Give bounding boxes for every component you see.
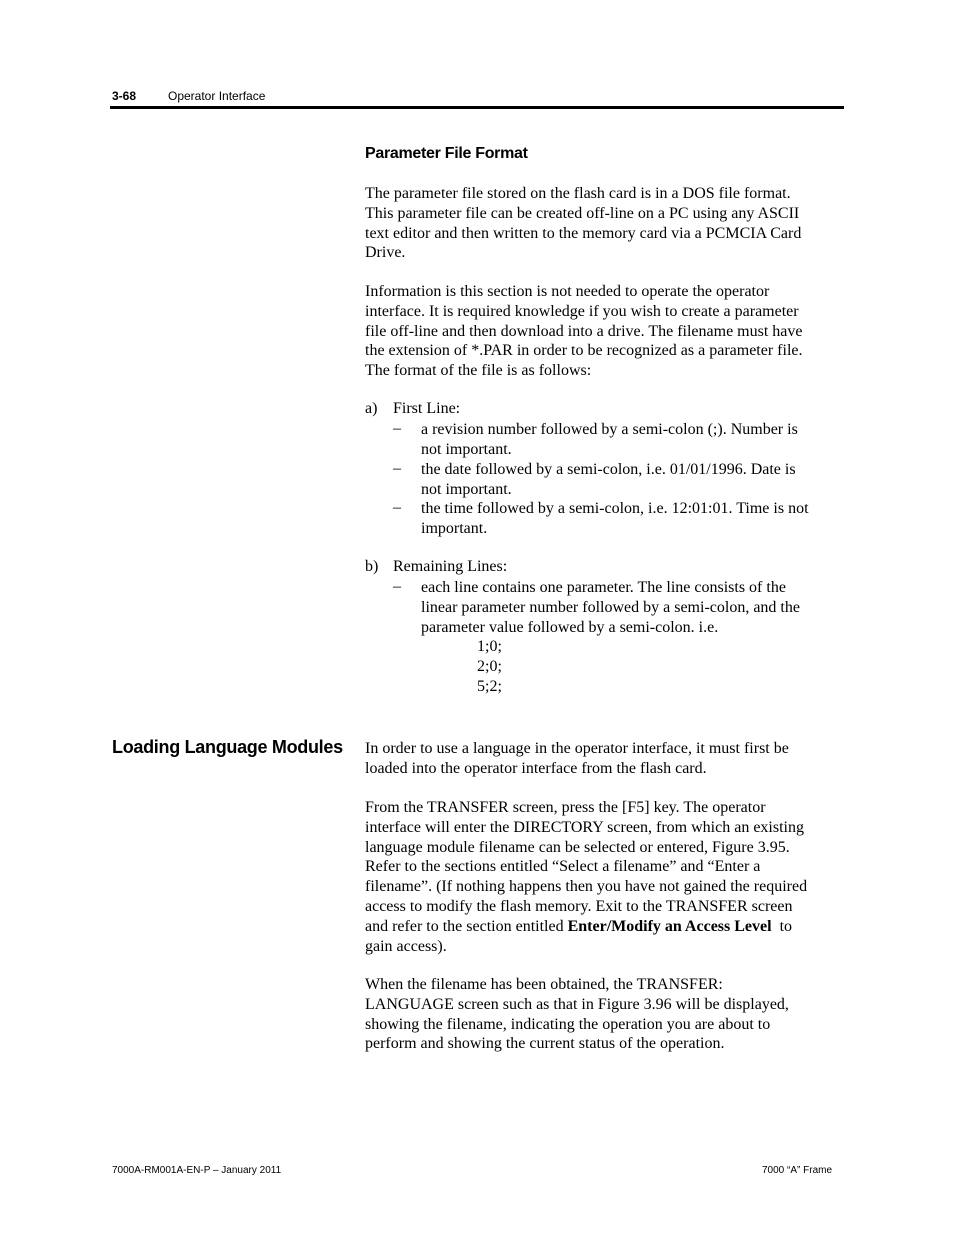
language-paragraph-3 — [365, 975, 850, 1054]
text-line: When the filename has been obtained, the TRANSFER: — [365, 976, 723, 993]
example-line: 5;2; — [477, 677, 502, 695]
text-line: file off-line and then download into a drive. The filename must have — [365, 322, 803, 340]
parameter-file-format-heading: Parameter File Format — [365, 145, 528, 162]
footer-product-name: 7000 “A” Frame — [762, 1165, 833, 1176]
list-item-revision — [421, 420, 798, 460]
text-line: The parameter file stored on the flash card is in a DOS file format. — [365, 185, 791, 202]
dash-bullet: – — [393, 499, 401, 516]
parameter-file-paragraph-2 — [365, 282, 850, 381]
language-paragraph-2 — [365, 798, 850, 956]
dash-bullet: – — [393, 420, 401, 437]
page-number: 3-68 — [112, 89, 137, 103]
list-item-each-line — [421, 578, 800, 637]
list-marker-a: a) — [365, 400, 378, 417]
example-line: 2;0; — [477, 657, 502, 675]
header-rule — [110, 106, 844, 109]
text-fragment: and refer to the section entitled — [365, 917, 568, 935]
text-line: From the TRANSFER screen, press the [F5] key. The operator — [365, 799, 766, 816]
list-item-date — [421, 460, 796, 500]
text-line: text editor and then written to the memory card via a PCMCIA Card — [365, 224, 802, 242]
text-line: In order to use a language in the operator interface, it must first be — [365, 740, 789, 757]
dash-bullet: – — [393, 460, 401, 477]
text-line: linear parameter number followed by a semi-colon, and the — [421, 598, 800, 616]
text-line: a revision number followed by a semi-colon (;). Number is — [421, 421, 798, 438]
access-level-reference: Enter/Modify an Access Level — [567, 917, 772, 935]
text-line: showing the filename, indicating the operation you are about to — [365, 1015, 771, 1033]
loading-language-modules-heading: Loading Language Modules — [112, 737, 343, 757]
text-line: Drive. — [365, 244, 406, 262]
text-line: each line contains one parameter. The line consists of the — [421, 579, 786, 596]
example-lines — [477, 637, 502, 696]
text-line: important. — [421, 519, 488, 537]
running-header-title: Operator Interface — [168, 89, 266, 103]
list-marker-b: b) — [365, 558, 379, 575]
text-line: LANGUAGE screen such as that in Figure 3.96 will be displayed, — [365, 995, 789, 1013]
text-line: interface will enter the DIRECTORY screen, from which an existing — [365, 818, 804, 836]
text-line: loaded into the operator interface from the flash card. — [365, 759, 707, 777]
text-line: interface. It is required knowledge if you wish to create a parameter — [365, 302, 799, 320]
text-line: filename”. (If nothing happens then you have not gained the required — [365, 878, 808, 896]
language-paragraph-1 — [365, 739, 850, 779]
text-line: Information is this section is not needed to operate the operator — [365, 283, 770, 300]
dash-bullet: – — [393, 578, 401, 595]
text-line: the date followed by a semi-colon, i.e. 01/01/1996. Date is — [421, 461, 796, 478]
text-line: This parameter file can be created off-line on a PC using any ASCII — [365, 204, 800, 222]
list-label-remaining-lines: Remaining Lines: — [393, 558, 508, 575]
text-line: not important. — [421, 480, 512, 498]
text-line: access to modify the flash memory. Exit to the TRANSFER screen — [365, 897, 793, 915]
text-line: language module filename can be selected or entered, Figure 3.95. — [365, 838, 790, 856]
parameter-file-paragraph-1 — [365, 184, 850, 263]
list-label-first-line: First Line: — [393, 400, 461, 417]
text-line-with-reference — [365, 917, 850, 937]
example-line: 1;0; — [477, 638, 502, 655]
text-line: Refer to the sections entitled “Select a filename” and “Enter a — [365, 858, 761, 876]
text-line: perform and showing the current status of the operation. — [365, 1035, 725, 1053]
text-fragment: to — [771, 917, 793, 935]
footer-document-id: 7000A-RM001A-EN-P – January 2011 — [112, 1165, 282, 1176]
text-line: parameter value followed by a semi-colon. i.e. — [421, 618, 719, 636]
text-line: not important. — [421, 440, 512, 458]
text-line: The format of the file is as follows: — [365, 362, 592, 380]
text-line: gain access). — [365, 937, 447, 955]
text-line: the extension of *.PAR in order to be recognized as a parameter file. — [365, 342, 803, 360]
text-line: the time followed by a semi-colon, i.e. 12:01:01. Time is not — [421, 500, 809, 517]
list-item-time — [421, 499, 809, 539]
